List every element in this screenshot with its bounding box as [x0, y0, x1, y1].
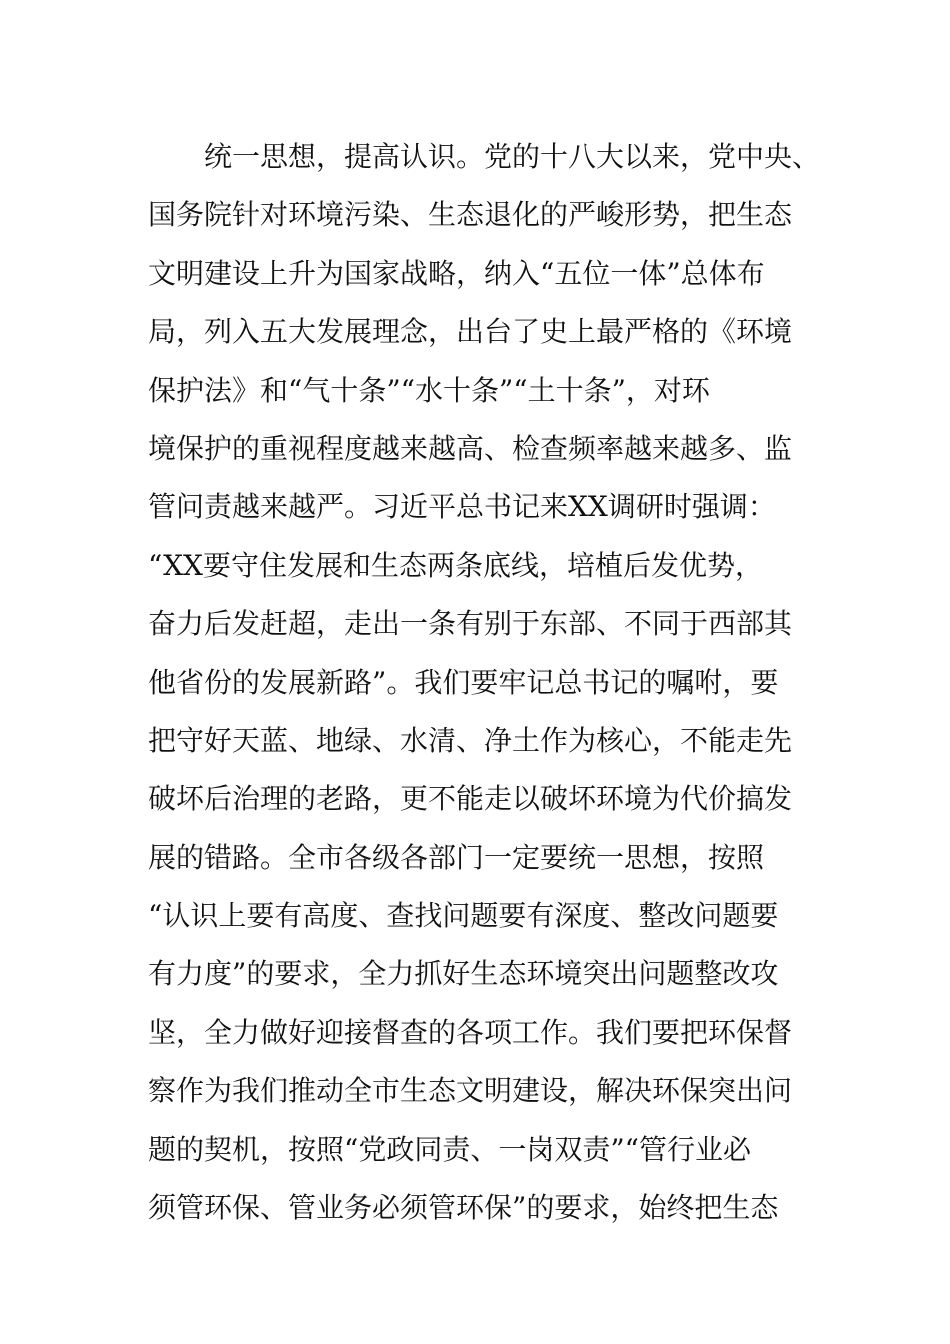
text-line: 国务院针对环境污染、生态退化的严峻形势，把生态 — [148, 198, 793, 232]
text-line: 题的契机，按照“党政同责、一岗双责”“管行业必 — [148, 1132, 751, 1166]
text-line: “认识上要有高度、查找问题要有深度、整改问题要 — [148, 899, 779, 933]
text-line: 坚，全力做好迎接督查的各项工作。我们要把环保督 — [148, 1015, 793, 1049]
text-line: 保护法》和“气十条”“水十条”“土十条”，对环 — [148, 373, 710, 407]
text-line: 察作为我们推动全市生态文明建设，解决环保突出问 — [148, 1074, 793, 1108]
text-line: 他省份的发展新路”。我们要牢记总书记的嘱咐，要 — [148, 665, 779, 699]
text-line: 局，列入五大发展理念，出台了史上最严格的《环境 — [148, 315, 793, 349]
text-line: 文明建设上升为国家战略，纳入“五位一体”总体布 — [148, 256, 765, 290]
text-line: 须管环保、管业务必须管环保”的要求，始终把生态 — [148, 1191, 779, 1225]
text-line: 境保护的重视程度越来越高、检查频率越来越多、监 — [148, 431, 793, 465]
body-paragraph — [148, 128, 848, 1237]
text-line: 破坏后治理的老路，更不能走以破坏环境为代价搞发 — [148, 782, 793, 816]
text-line: 展的错路。全市各级各部门一定要统一思想，按照 — [148, 840, 765, 874]
text-line: “XX要守住发展和生态两条底线，培植后发优势， — [148, 548, 763, 582]
text-line: 管问责越来越严。习近平总书记来XX调研时强调： — [148, 490, 776, 524]
text-line: 有力度”的要求，全力抓好生态环境突出问题整改攻 — [148, 957, 779, 991]
text-line: 把守好天蓝、地绿、水清、净土作为核心，不能走先 — [148, 723, 793, 757]
text-line: 奋力后发赶超，走出一条有别于东部、不同于西部其 — [148, 607, 793, 641]
text-line: 统一思想，提高认识。党的十八大以来，党中央、 — [204, 140, 821, 173]
